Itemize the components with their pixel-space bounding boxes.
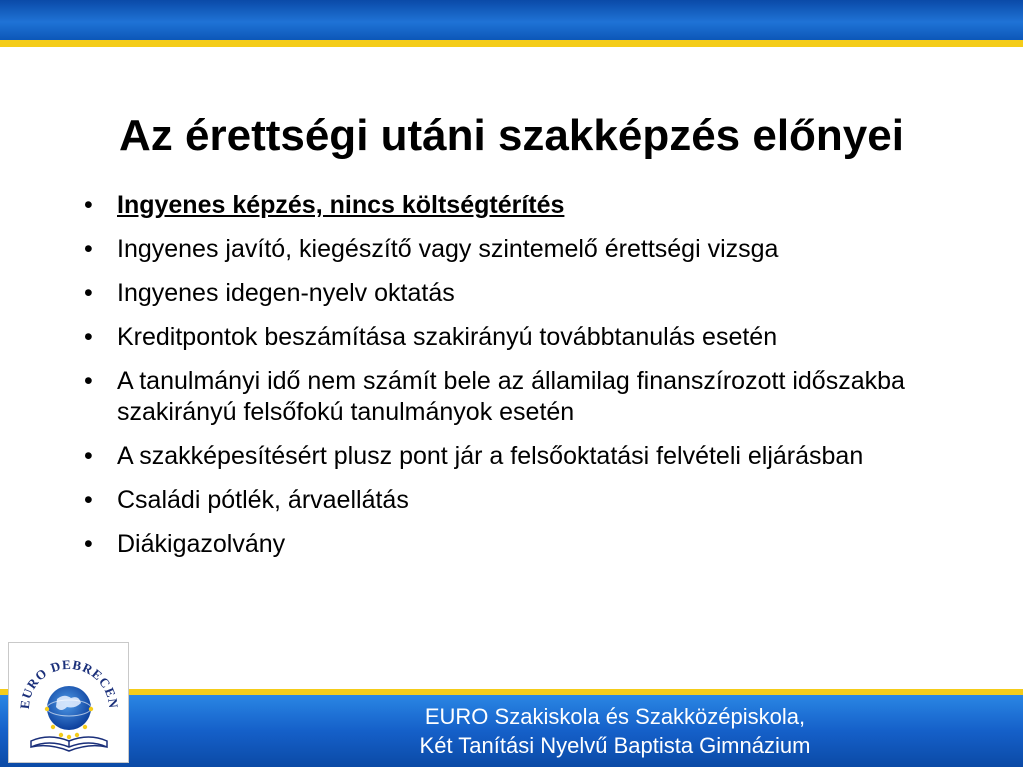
svg-text:EURO DEBRECEN: EURO DEBRECEN xyxy=(16,656,122,710)
footer-school-name xyxy=(290,702,940,760)
list-item xyxy=(84,278,984,309)
bullet-marker: • xyxy=(84,191,93,219)
bullet-marker: • xyxy=(84,486,93,514)
list-item xyxy=(84,529,984,560)
list-item xyxy=(84,441,984,472)
bullet-text: Ingyenes idegen-nyelv oktatás xyxy=(117,279,455,307)
bullet-list xyxy=(84,190,984,573)
bullet-text: Ingyenes képzés, nincs költségtérítés xyxy=(117,191,565,219)
bullet-marker: • xyxy=(84,323,93,351)
bullet-marker: • xyxy=(84,279,93,307)
top-yellow-stripe xyxy=(0,40,1023,47)
bullet-text: Diákigazolvány xyxy=(117,530,286,558)
bullet-text: Ingyenes javító, kiegészítő vagy szintemelő érettségi vizsga xyxy=(117,235,779,263)
bullet-marker: • xyxy=(84,442,93,470)
bullet-marker: • xyxy=(84,367,93,395)
list-item xyxy=(84,190,984,221)
list-item xyxy=(84,234,984,265)
bullet-text: Családi pótlék, árvaellátás xyxy=(117,486,409,514)
list-item xyxy=(84,366,984,428)
bullet-marker: • xyxy=(84,235,93,263)
bullet-text: Kreditpontok beszámítása szakirányú továbbtanulás esetén xyxy=(117,323,778,351)
footer-line-2: Két Tanítási Nyelvű Baptista Gimnázium xyxy=(419,733,811,758)
list-item xyxy=(84,485,984,516)
top-header-band xyxy=(0,0,1023,40)
bullet-marker: • xyxy=(84,530,93,558)
bullet-text: A szakképesítésért plusz pont jár a felsőoktatási felvételi eljárásban xyxy=(117,442,864,470)
footer-line-1: EURO Szakiskola és Szakközépiskola, xyxy=(424,704,806,729)
globe-book-logo-icon xyxy=(9,643,128,762)
euro-debrecen-logo xyxy=(8,642,129,763)
slide-title: Az érettségi utáni szakképzés előnyei xyxy=(119,111,904,160)
list-item xyxy=(84,322,984,353)
bullet-text: A tanulmányi idő nem számít bele az államilag finanszírozott időszakba szakirányú felsőfokú tanulmányok esetén xyxy=(117,367,905,426)
